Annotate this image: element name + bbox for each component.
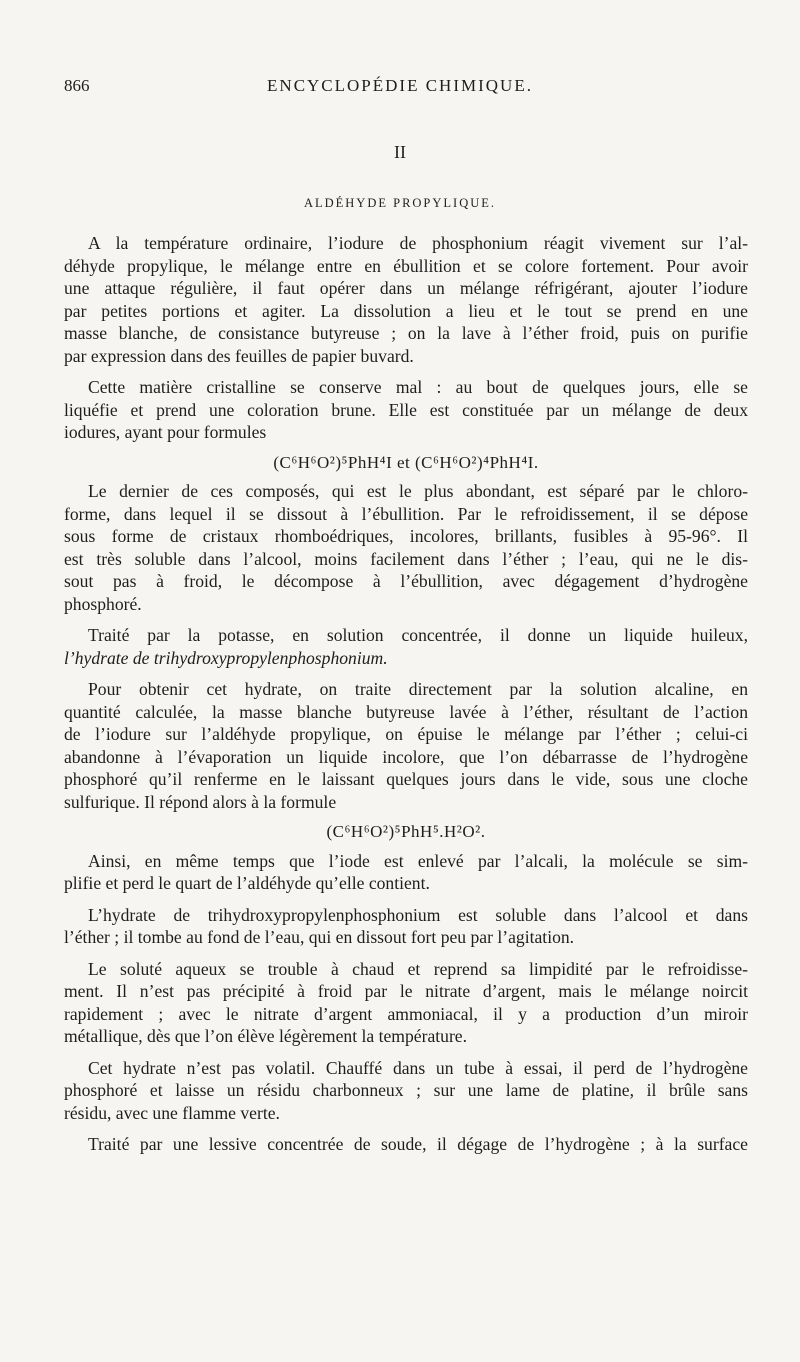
text-line: de l’iodure sur l’aldéhyde propylique, on épuise le mélange par l’éther ; celui-ci bbox=[64, 724, 748, 744]
paragraph bbox=[64, 850, 748, 895]
text-line: l’éther ; il tombe au fond de l’eau, qui en dissout fort peu par l’agitation. bbox=[64, 927, 575, 947]
paragraph bbox=[64, 1133, 748, 1156]
text-line: phosphoré et laisse un résidu charbonneux ; sur une lame de platine, il brûle sans bbox=[64, 1080, 748, 1100]
text-line: Cette matière cristalline se conserve mal : au bout de quelques jours, elle se bbox=[88, 377, 748, 397]
chemical-formula: (C⁶H⁶O²)⁵PhH⁵.H²O². bbox=[326, 822, 486, 841]
text-line: sout pas à froid, le décompose à l’ébullition, avec dégagement d’hydrogène bbox=[64, 571, 748, 591]
text-line: sulfurique. Il répond alors à la formule bbox=[64, 791, 337, 812]
text-line: par petites portions et agiter. La dissolution a lieu et le tout se prend en une bbox=[64, 300, 748, 321]
page-number: 866 bbox=[64, 76, 90, 95]
chemical-formula: (C⁶H⁶O²)⁵PhH⁴I et (C⁶H⁶O²)⁴PhH⁴I. bbox=[273, 452, 539, 472]
text-line: Cet hydrate n’est pas volatil. Chauffé dans un tube à essai, il perd de l’hydrogène bbox=[88, 1057, 748, 1078]
text-line: Traité par une lessive concentrée de soude, il dégage de l’hydrogène ; à la surface bbox=[88, 1134, 748, 1154]
paragraph bbox=[64, 678, 748, 813]
text-line: résidu, avec une flamme verte. bbox=[64, 1102, 280, 1123]
text-line: iodures, ayant pour formules bbox=[64, 422, 267, 442]
text-line: masse blanche, de consistance butyreuse ; on la lave à l’éther froid, puis on purifie bbox=[64, 323, 748, 343]
text-line: Pour obtenir cet hydrate, on traite directement par la solution alcaline, en bbox=[88, 679, 748, 699]
running-title: ENCYCLOPÉDIE CHIMIQUE. bbox=[267, 76, 533, 95]
text-line: sous forme de cristaux rhomboédriques, incolores, brillants, fusibles à 95-96°. Il bbox=[64, 526, 748, 546]
text-line: A la température ordinaire, l’iodure de phosphonium réagit vivement sur l’al- bbox=[88, 233, 748, 253]
text-line: métallique, dès que l’on élève légèrement la température. bbox=[64, 1026, 468, 1046]
text-line: liquéfie et prend une coloration brune. Elle est constituée par un mélange de deux bbox=[64, 399, 748, 420]
text-line: phosphoré. bbox=[64, 593, 142, 614]
text-line: plifie et perd le quart de l’aldéhyde qu’elle contient. bbox=[64, 873, 430, 893]
paragraph bbox=[64, 232, 748, 367]
paragraph bbox=[64, 904, 748, 949]
section-number: II bbox=[394, 142, 406, 162]
text-line: abandonne à l’évaporation un liquide incolore, que l’on débarrasse de l’hydrogène bbox=[64, 746, 748, 767]
text-line: quantité calculée, la masse blanche butyreuse lavée à l’éther, résultant de l’action bbox=[64, 701, 748, 722]
text-line: Ainsi, en même temps que l’iode est enlevé par l’alcali, la molécule se sim- bbox=[88, 850, 748, 871]
text-line: Le dernier de ces composés, qui est le plus abondant, est séparé par le chloro- bbox=[88, 481, 748, 501]
text-line: rapidement ; avec le nitrate d’argent ammoniacal, il y a production d’un miroir bbox=[64, 1003, 748, 1024]
page-header bbox=[64, 76, 736, 100]
text-line: phosphoré qu’il renferme en le laissant quelques jours dans le vide, sous une cloche bbox=[64, 769, 748, 789]
paragraph bbox=[64, 958, 748, 1048]
section-title: ALDÉHYDE PROPYLIQUE. bbox=[303, 196, 497, 210]
paragraph bbox=[64, 1057, 748, 1125]
paragraph bbox=[64, 376, 748, 444]
paragraph bbox=[64, 624, 748, 669]
italic-compound-name: l’hydrate de trihydroxypropylenphosphonium. bbox=[64, 647, 388, 668]
body-text bbox=[64, 232, 748, 1156]
text-line: Traité par la potasse, en solution concentrée, il donne un liquide huileux, bbox=[88, 625, 748, 645]
text-line: déhyde propylique, le mélange entre en ébullition et se colore fortement. Pour avoir bbox=[64, 255, 748, 276]
text-line: une attaque régulière, il faut opérer dans un mélange réfrigérant, ajouter l’iodure bbox=[64, 278, 748, 298]
text-line: par expression dans des feuilles de papier buvard. bbox=[64, 345, 414, 366]
text-line: est très soluble dans l’alcool, moins facilement dans l’éther ; l’eau, qui ne le dis- bbox=[64, 548, 748, 569]
text-line: ment. Il n’est pas précipité à froid par le nitrate d’argent, mais le mélange noircit bbox=[64, 981, 748, 1001]
paragraph bbox=[64, 480, 748, 615]
text-line: Le soluté aqueux se trouble à chaud et reprend sa limpidité par le refroidisse- bbox=[88, 958, 748, 979]
text-line: forme, dans lequel il se dissout à l’ébullition. Par le refroidissement, il se dépose bbox=[64, 503, 748, 524]
text-line: L’hydrate de trihydroxypropylenphosphonium est soluble dans l’alcool et dans bbox=[88, 904, 748, 925]
